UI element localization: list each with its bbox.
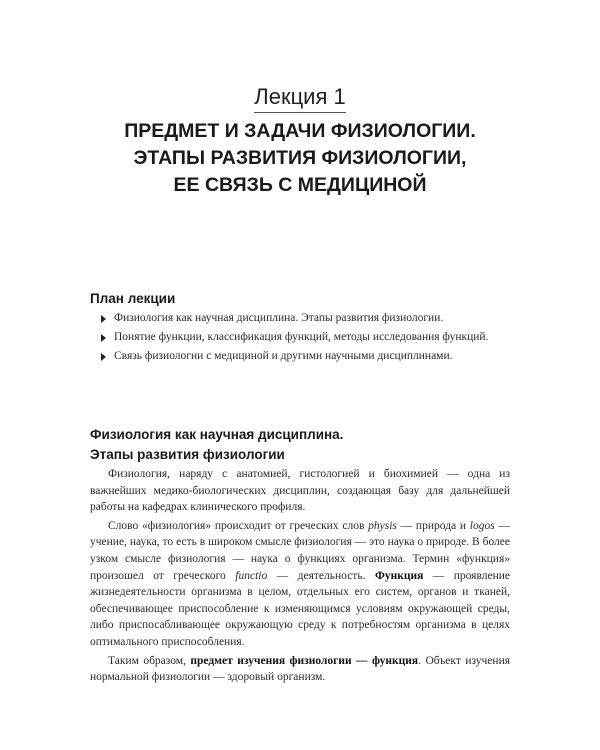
plan-item-text: Физиология как научная дисциплина. Этапы развития физиологии. (114, 312, 444, 324)
subject-of-study: предмет изучения физиологии — функция (190, 654, 419, 667)
plan-item (100, 329, 510, 346)
chapter-title-line: ЕЕ СВЯЗЬ С МЕДИЦИНОЙ (173, 174, 427, 196)
text-run: Таким образом, (108, 654, 191, 667)
plan-list (100, 310, 510, 367)
text-run: — проявление жизнедеятельности организма в целом, отдельных его систем, органов и тканей, обеспечивающее приспособление к изменяющимся условиям окружающей среды, либо приспосабливающее окружающую среду к потребностям организма в целях оптимального приспособления. (90, 569, 510, 648)
section-body (90, 466, 510, 688)
triangle-bullet-icon (101, 334, 106, 342)
text-run: Слово «физиология» происходит от греческих слов (108, 519, 369, 532)
plan-item-text: Связь физиологии с медициной и другими научными дисциплинами. (114, 350, 453, 362)
section-heading (90, 425, 343, 465)
text-run: — учение, наука, то есть в широком смысле физиология — это наука о природе. В более узком смысле физиология — наука о функциях организма. Термин «функция» произошел от греческого (90, 519, 510, 582)
chapter-title-line: ПРЕДМЕТ И ЗАДАЧИ ФИЗИОЛОГИИ. (124, 120, 476, 142)
text-run: . Объект изучения нормальной физиологии — здоровый организм. (90, 654, 511, 684)
section-heading-line: Этапы развития физиологии (90, 447, 285, 462)
text-run: — природа и (396, 519, 470, 532)
triangle-bullet-icon (101, 353, 106, 361)
term-function: Функция (374, 569, 424, 582)
plan-item (100, 348, 510, 365)
plan-item-text: Понятие функции, классификация функций, методы исследования функций. (114, 331, 489, 343)
lecture-number: Лекция 1 (254, 84, 346, 109)
lecture-underline (254, 112, 346, 113)
triangle-bullet-icon (101, 315, 106, 323)
text-run: — деятельность. (267, 569, 375, 582)
paragraph-conclusion (90, 653, 510, 686)
term-physis: physis (368, 519, 397, 532)
plan-heading: План лекции (90, 291, 176, 306)
section-heading-line: Физиология как научная дисциплина. (90, 427, 344, 442)
plan-item (100, 310, 510, 327)
paragraph-definition (90, 518, 510, 651)
paragraph-intro: Физиология, наряду с анатомией, гистологией и биохимией — одна из важнейших медико-биологических дисциплин, создающая базу для дальнейшей работы на кафедрах клинического профиля. (90, 468, 510, 514)
term-functio: functio (235, 569, 268, 582)
chapter-title-line: ЭТАПЫ РАЗВИТИЯ ФИЗИОЛОГИИ, (133, 147, 467, 169)
term-logos: logos (469, 519, 495, 532)
chapter-title (60, 118, 540, 199)
